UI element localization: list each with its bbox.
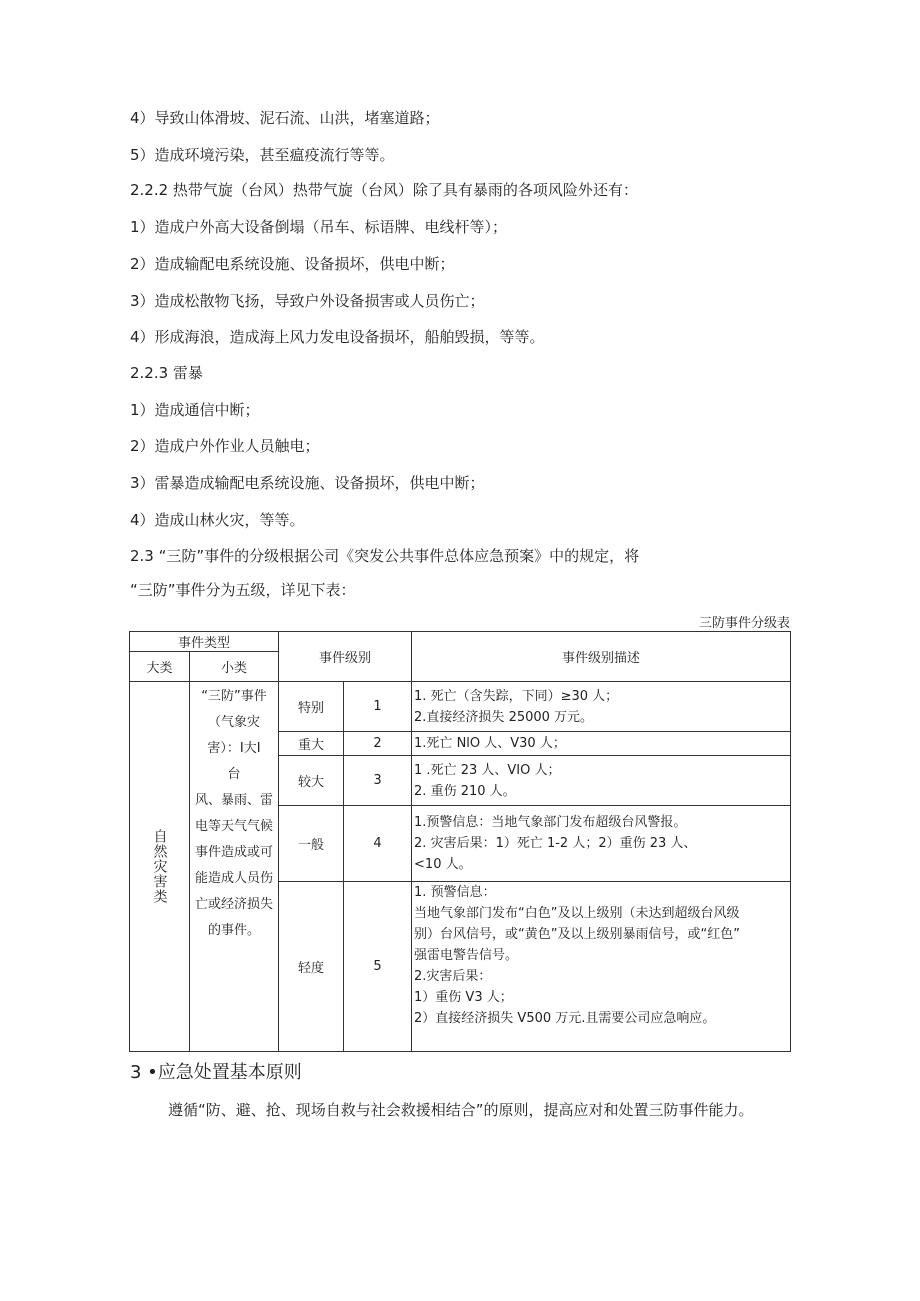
major-category-cell <box>130 682 190 1052</box>
event-grade-table <box>129 631 791 1052</box>
table-row: 轻度 <box>279 882 344 1052</box>
level-description: 1.死亡 NlO 人、V30 人； <box>412 732 791 756</box>
header-level: 事件级别 <box>279 632 412 682</box>
level-description: 1 .死亡 23 人、VIO 人； 2. 重伤 210 人。 <box>412 756 791 806</box>
list-item: 4）造成山林火灾，等等。 <box>130 511 305 529</box>
list-item: 1）造成通信中断； <box>130 401 260 419</box>
header-major: 大类 <box>130 652 190 682</box>
minor-category-value: “三防”事件 （气象灾 害）：I大I 台 风、暴雨、雷 电等天气气候 事件造成或可 能造成人员伤 亡或经济损失 的事件。 <box>195 689 274 938</box>
list-item: 4）导致山体滑坡、泥石流、山洪，堵塞道路； <box>130 109 440 127</box>
list-item: 3）雷暴造成输配电系统设施、设备损坏，供电中断； <box>130 474 485 492</box>
header-minor: 小类 <box>190 652 279 682</box>
list-item: 2）造成户外作业人员触电； <box>130 437 320 455</box>
table-row: 较大 <box>279 756 344 806</box>
header-event-type: 事件类型 <box>130 632 279 652</box>
level-number: 4 <box>344 806 412 882</box>
section-heading-2-3: 2.3 “三防”事件的分级根据公司《突发公共事件总体应急预案》中的规定，将 <box>130 547 640 565</box>
paragraph-continuation: “三防”事件分为五级，详见下表： <box>130 581 356 599</box>
section-3-heading: 3 •应急处置基本原则 <box>130 1062 302 1083</box>
level-description: 1. 预警信息： 当地气象部门发布“白色”及以上级别（未达到超级台风级 别）台风信号，或“黄色”及以上级别暴雨信号，或“红色” 强雷电警告信号。 2.灾害后果： 1）重伤 V3 人； 2）直接经济损失 V500 万元.且需要公司应急响应。 <box>412 882 791 1052</box>
section-3-paragraph: 遵循“防、避、抢、现场自救与社会救援相结合”的原则，提高应对和处置三防事件能力。 <box>168 1101 754 1119</box>
level-number: 2 <box>344 732 412 756</box>
list-item: 1）造成户外高大设备倒塌（吊车、标语牌、电线杆等）； <box>130 218 508 236</box>
level-description: 1.预警信息：当地气象部门发布超级台风警报。 2. 灾害后果：1）死亡 1-2 人；2）重伤 23 人、 <10 人。 <box>412 806 791 882</box>
section-heading-2-2-3: 2.2.3 雷暴 <box>130 364 203 382</box>
level-description: 1. 死亡（含失踪，下同）≥30 人； 2.直接经济损失 25000 万元。 <box>412 682 791 732</box>
minor-category-cell <box>190 682 279 1052</box>
level-number: 1 <box>344 682 412 732</box>
table-row: 重大 <box>279 732 344 756</box>
table-caption: 三防事件分级表 <box>698 616 790 631</box>
list-item: 5）造成环境污染，甚至瘟疫流行等等。 <box>130 146 395 164</box>
section-heading-2-2-2: 2.2.2 热带气旋（台风）热带气旋（台风）除了具有暴雨的各项风险外还有： <box>130 181 638 199</box>
list-item: 4）形成海浪，造成海上风力发电设备损坏，船舶毁损，等等。 <box>130 328 545 346</box>
header-description: 事件级别描述 <box>412 632 791 682</box>
list-item: 3）造成松散物飞扬，导致户外设备损害或人员伤亡； <box>130 292 485 310</box>
major-category-value: 自然灾害类 <box>151 829 168 904</box>
table-row: 特别 <box>279 682 344 732</box>
table-row: 一般 <box>279 806 344 882</box>
level-number: 5 <box>344 882 412 1052</box>
level-number: 3 <box>344 756 412 806</box>
list-item: 2）造成输配电系统设施、设备损坏，供电中断； <box>130 255 455 273</box>
